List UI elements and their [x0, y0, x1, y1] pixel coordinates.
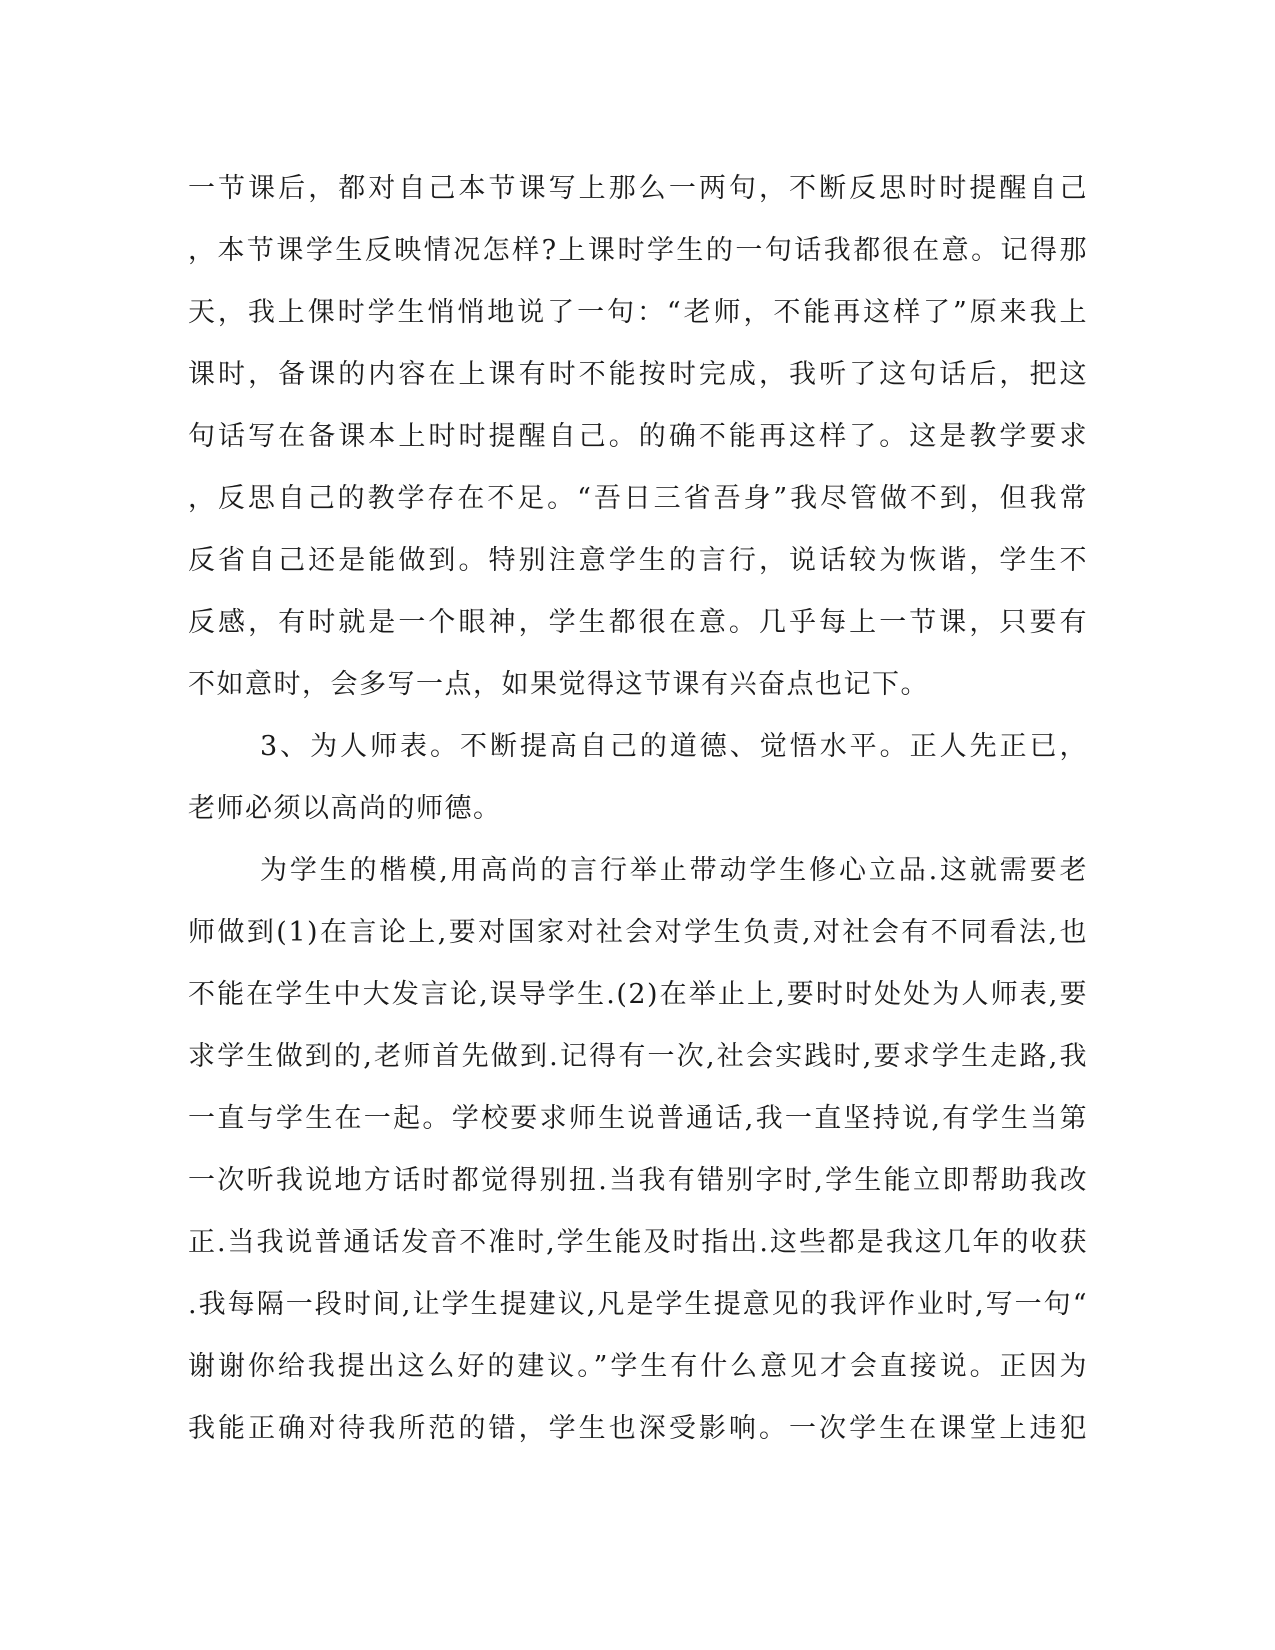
text-line: 师做到(1)在言论上,要对国家对社会对学生负责,对社会有不同看法,也	[188, 917, 1088, 948]
text-line: 反感，有时就是一个眼神，学生都很在意。几乎每上一节课，只要有	[188, 607, 1088, 638]
text-line: 正.当我说普通话发音不准时,学生能及时指出.这些都是我这几年的收获	[188, 1227, 1088, 1258]
text-line: 老师必须以高尚的师德。	[188, 793, 502, 824]
text-line: 天，我上倮时学生悄悄地说了一句：“老师，不能再这样了”原来我上	[188, 297, 1088, 328]
text-line: 一次听我说地方话时都觉得别扭.当我有错别字时,学生能立即帮助我改	[188, 1165, 1088, 1196]
text-line: 课时，备课的内容在上课有时不能按时完成，我听了这句话后，把这	[188, 359, 1088, 390]
text-line: 我能正确对待我所范的错，学生也深受影响。一次学生在课堂上违犯	[188, 1413, 1088, 1444]
text-line: ，反思自己的教学存在不足。“吾日三省吾身”我尽管做不到，但我常	[188, 483, 1088, 514]
text-line: 3、为人师表。不断提高自己的道德、觉悟水平。正人先正已，	[260, 731, 1088, 762]
text-line: 谢谢你给我提出这么好的建议。”学生有什么意见才会直接说。正因为	[188, 1351, 1088, 1382]
text-line: 为学生的楷模,用高尚的言行举止带动学生修心立品.这就需要老	[260, 855, 1088, 886]
text-line: ，本节课学生反映情况怎样?上课时学生的一句话我都很在意。记得那	[188, 235, 1088, 266]
body-text	[188, 158, 1088, 1460]
text-line: 句话写在备课本上时时提醒自己。的确不能再这样了。这是教学要求	[188, 421, 1088, 452]
text-line: 求学生做到的,老师首先做到.记得有一次,社会实践时,要求学生走路,我	[188, 1041, 1088, 1072]
text-line: 不能在学生中大发言论,误导学生.(2)在举止上,要时时处处为人师表,要	[188, 979, 1088, 1010]
text-line: 不如意时，会多写一点，如果觉得这节课有兴奋点也记下。	[188, 669, 929, 700]
text-line: 反省自己还是能做到。特别注意学生的言行，说话较为恢谐，学生不	[188, 545, 1088, 576]
text-line: 一节课后，都对自己本节课写上那么一两句，不断反思时时提醒自己	[188, 173, 1088, 204]
text-line: 一直与学生在一起。学校要求师生说普通话,我一直坚持说,有学生当第	[188, 1103, 1088, 1134]
text-line: .我每隔一段时间,让学生提建议,凡是学生提意见的我评作业时,写一句“	[188, 1289, 1088, 1320]
